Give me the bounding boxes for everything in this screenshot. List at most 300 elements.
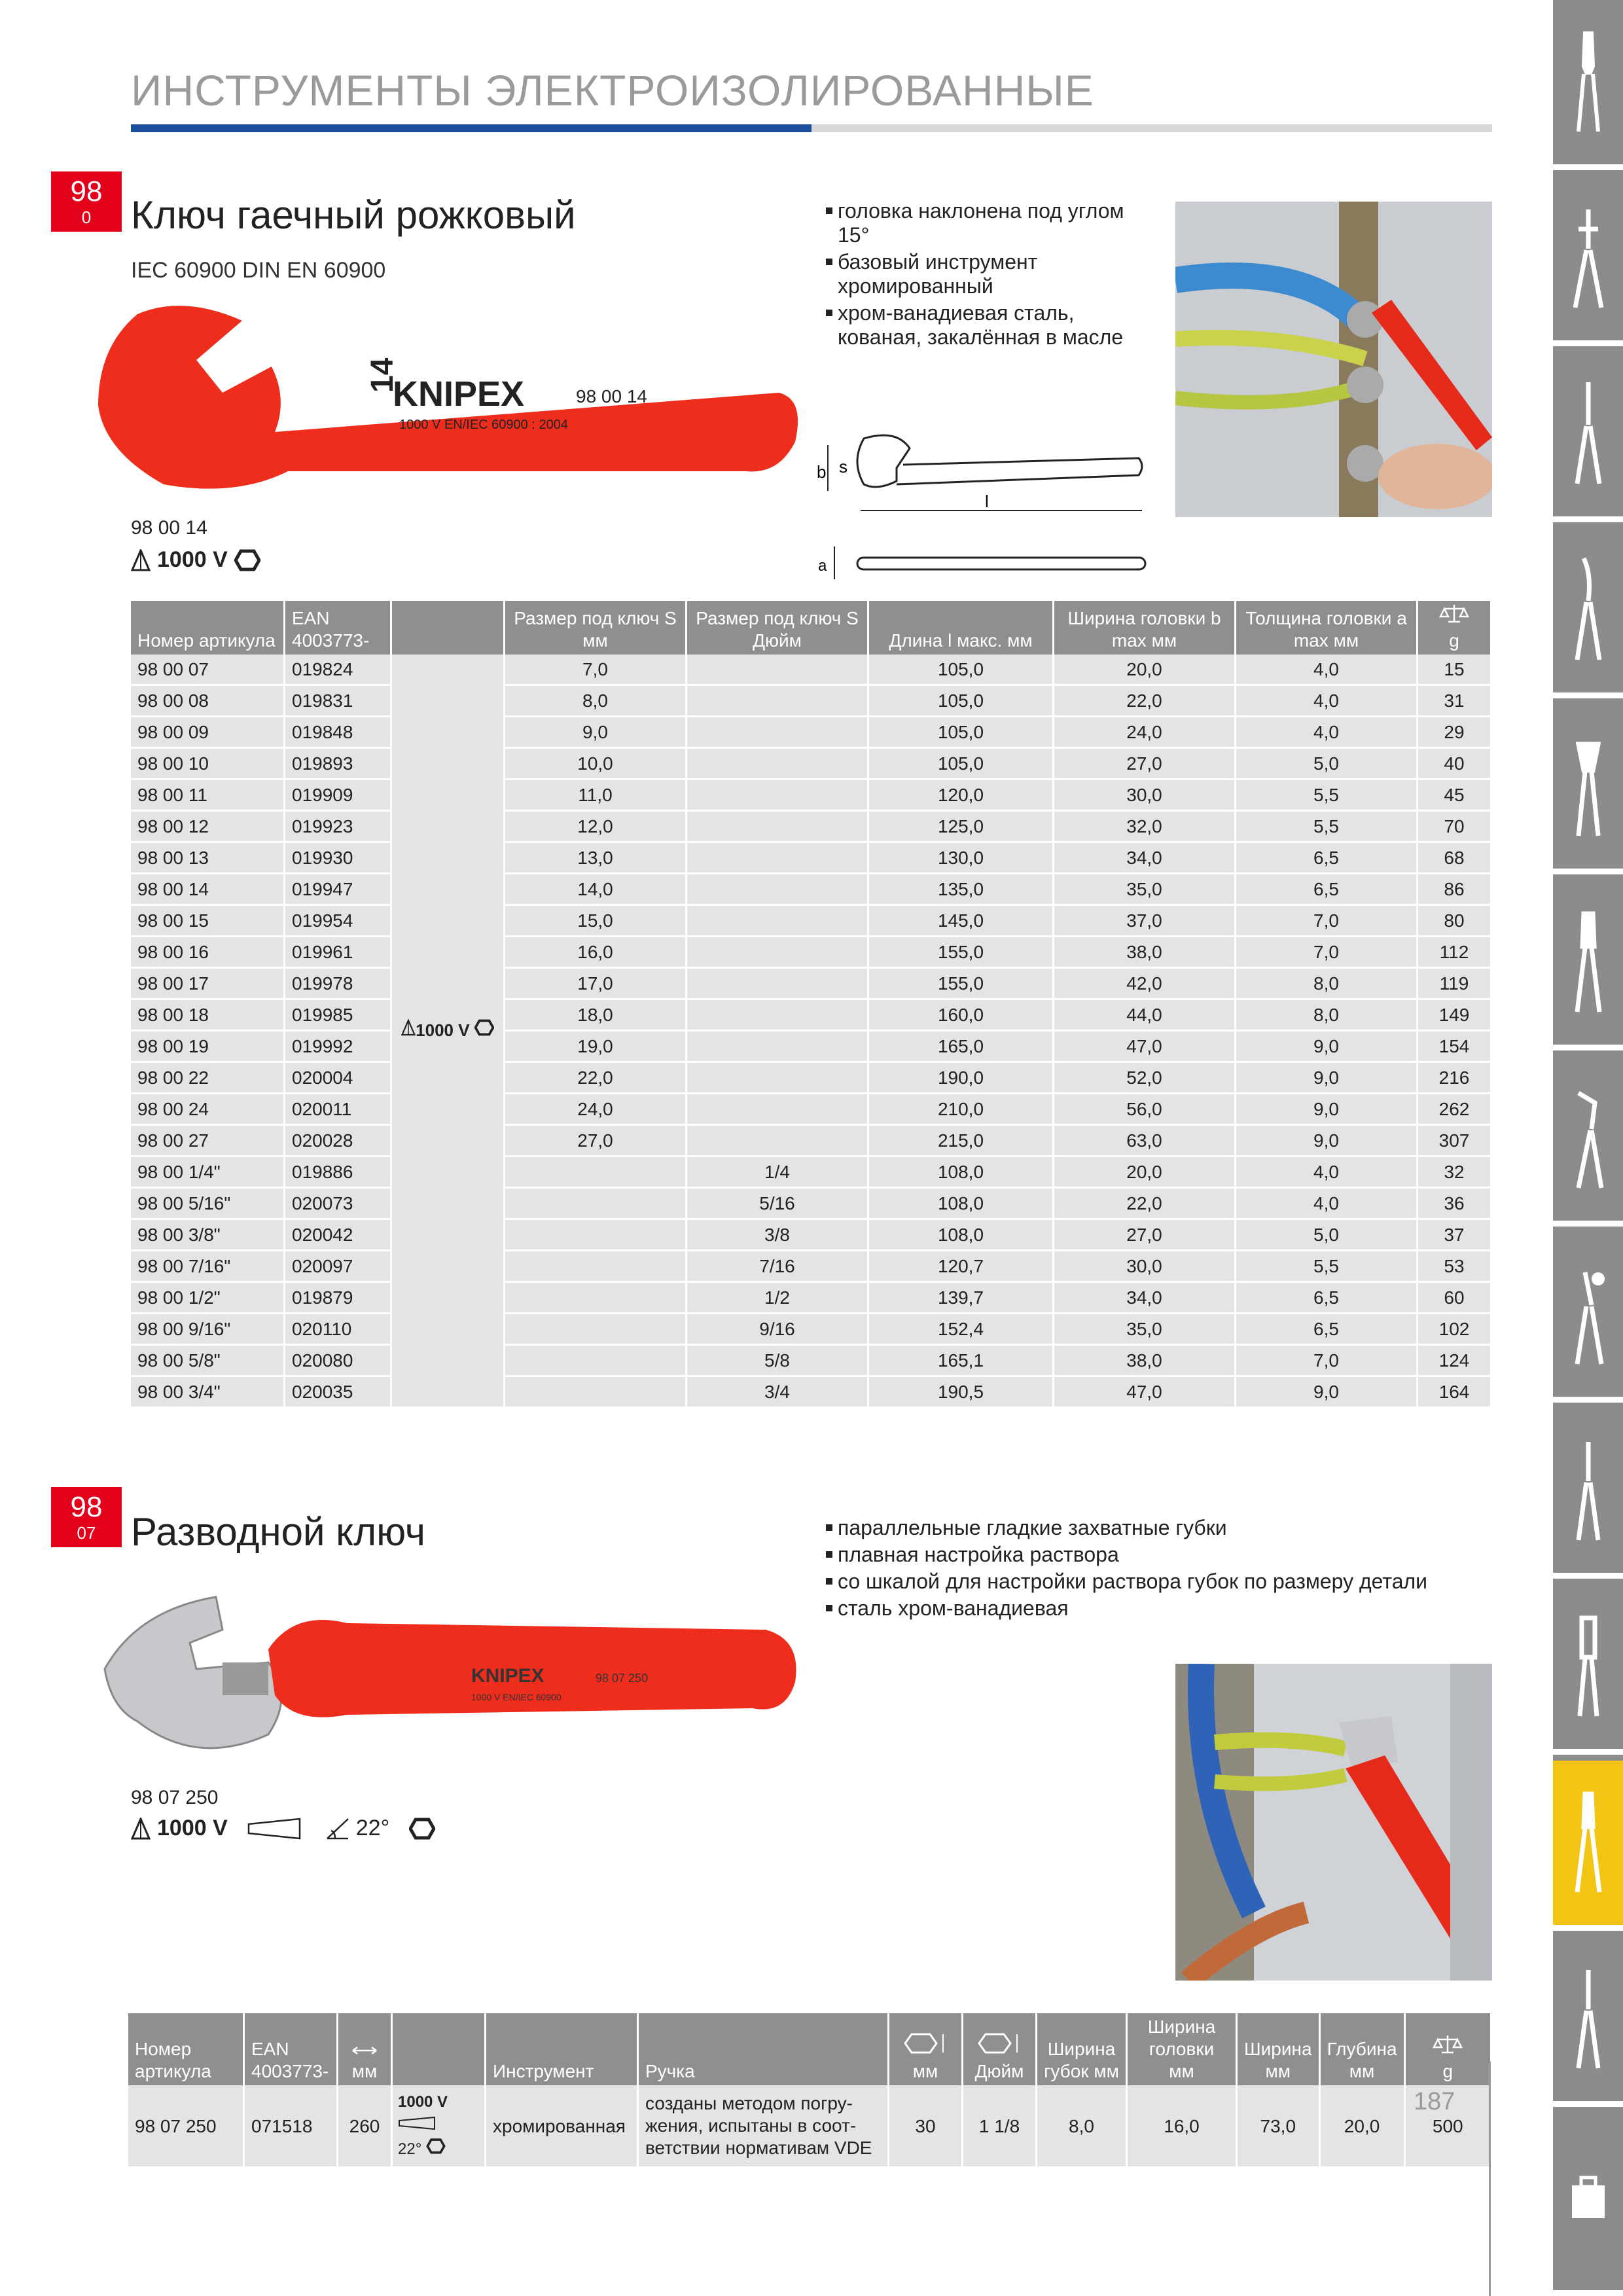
cell-size-mm	[505, 1157, 687, 1189]
table-row	[131, 937, 1492, 969]
cell-ean: 020097	[285, 1251, 392, 1283]
cell-head-thickness: 8,0	[1236, 1000, 1418, 1031]
cell-size-inch	[687, 937, 869, 969]
dim-b-label: b	[817, 462, 827, 482]
hexagon-icon	[234, 549, 260, 571]
cell-article: 98 00 13	[131, 843, 285, 874]
table-row	[131, 1314, 1492, 1346]
col-weight: g	[1418, 601, 1492, 655]
tab-insulated-tools[interactable]	[1553, 1761, 1623, 1931]
cell-head-thickness: 7,0	[1236, 906, 1418, 937]
cell-weight: 15	[1418, 655, 1492, 686]
wrench-code-label: 98 00 14	[576, 386, 647, 406]
hexagon-icon	[474, 1019, 494, 1036]
table-row	[131, 1189, 1492, 1220]
cell-size-mm	[505, 1346, 687, 1377]
cell-size-inch	[687, 874, 869, 906]
table-row	[131, 874, 1492, 906]
insulated-pliers-icon	[1565, 1787, 1611, 1899]
section-badge: 98 0	[51, 171, 122, 232]
col-article: Номер артикула	[128, 2013, 245, 2085]
cell-size-inch	[687, 686, 869, 717]
cell-head-thickness: 5,5	[1236, 812, 1418, 843]
water-pump-pliers-icon	[1565, 1083, 1611, 1194]
cell-head-width: 35,0	[1054, 1314, 1236, 1346]
cell-ean: 071518	[245, 2085, 338, 2168]
voltage-rating	[131, 1816, 435, 1841]
cell-ean: 019985	[285, 1000, 392, 1031]
cell-handle: созданы методом погру-жения, испытаны в соот-ветствии нормативам VDE	[639, 2085, 889, 2168]
page-number: 187	[1414, 2088, 1455, 2115]
cell-size-inch: 5/8	[687, 1346, 869, 1377]
cell-size-mm: 11,0	[505, 780, 687, 812]
cell-weight: 32	[1418, 1157, 1492, 1189]
cell-size-inch: 1/2	[687, 1283, 869, 1314]
tab-side-cutters[interactable]	[1553, 880, 1623, 1050]
cell-weight: 29	[1418, 717, 1492, 749]
table-row	[131, 1000, 1492, 1031]
cell-weight: 31	[1418, 686, 1492, 717]
voltage-label: 1000 V	[157, 1816, 228, 1840]
cell-head-width: 63,0	[1054, 1126, 1236, 1157]
feature-item: хром-ванадиевая сталь, кованая, закалённая в масле	[826, 301, 1153, 350]
cell-ean: 020073	[285, 1189, 392, 1220]
scale-icon	[1439, 603, 1469, 624]
cell-head-width: 35,0	[1054, 874, 1236, 906]
cell-ean: 019886	[285, 1157, 392, 1189]
crimp-icon	[1565, 1259, 1611, 1371]
cell-length: 190,0	[869, 1063, 1054, 1094]
gripping-pliers-icon	[1565, 1964, 1611, 2075]
col-icons	[393, 2013, 486, 2085]
scale-icon	[1433, 2034, 1463, 2055]
cell-ean: 020035	[285, 1377, 392, 1408]
voltage-triangle-icon	[131, 1818, 151, 1840]
table-row	[131, 749, 1492, 780]
article-number: 98 07 250	[131, 1787, 219, 1808]
table-row	[131, 1346, 1492, 1377]
cell-size-mm: 8,0	[505, 686, 687, 717]
table-row	[131, 1031, 1492, 1063]
cell-length: 105,0	[869, 749, 1054, 780]
tab-gripping-pliers[interactable]	[1553, 1937, 1623, 2107]
col-icons	[392, 601, 505, 655]
cell-size-inch	[687, 1063, 869, 1094]
cell-size-inch: 7/16	[687, 1251, 869, 1283]
cell-head-thickness: 4,0	[1236, 1157, 1418, 1189]
cell-weight: 40	[1418, 749, 1492, 780]
col-handle: Ручка	[639, 2013, 889, 2085]
cell-weight: 124	[1418, 1346, 1492, 1377]
tab-bent-pliers[interactable]	[1553, 528, 1623, 698]
cell-head-width: 20,0	[1054, 1157, 1236, 1189]
jaw-taper-icon	[398, 2116, 437, 2130]
cell-length: 160,0	[869, 1000, 1054, 1031]
cell-length: 139,7	[869, 1283, 1054, 1314]
cell-article: 98 00 11	[131, 780, 285, 812]
cell-head-width: 42,0	[1054, 969, 1236, 1000]
cell-size-mm: 27,0	[505, 1126, 687, 1157]
cell-head-thickness: 6,5	[1236, 874, 1418, 906]
cell-length: 215,0	[869, 1126, 1054, 1157]
cell-length: 155,0	[869, 969, 1054, 1000]
cell-length: 165,0	[869, 1031, 1054, 1063]
cell-length: 105,0	[869, 686, 1054, 717]
feature-item: параллельные гладкие захватные губки	[826, 1516, 1480, 1540]
cell-ean: 020110	[285, 1314, 392, 1346]
cell-weight: 86	[1418, 874, 1492, 906]
tab-cable-cutters[interactable]	[1553, 1408, 1623, 1579]
cell-depth: 20,0	[1321, 2085, 1406, 2168]
cell-length: 120,0	[869, 780, 1054, 812]
cell-size-inch	[687, 749, 869, 780]
cell-head-width: 20,0	[1054, 655, 1236, 686]
cell-head-thickness: 6,5	[1236, 843, 1418, 874]
cell-article: 98 00 14	[131, 874, 285, 906]
section-badge: 98 07	[51, 1487, 122, 1547]
cell-weight: 164	[1418, 1377, 1492, 1408]
needle-pliers-icon	[1565, 379, 1611, 490]
feature-item: базовый инструмент хромированный	[826, 250, 1153, 298]
feature-item: плавная настройка раствора	[826, 1543, 1480, 1567]
tab-water-pump-pliers[interactable]	[1553, 1056, 1623, 1227]
feature-item: сталь хром-ванадиевая	[826, 1596, 1480, 1621]
cell-weight: 149	[1418, 1000, 1492, 1031]
cell-length: 165,1	[869, 1346, 1054, 1377]
cell-article: 98 00 15	[131, 906, 285, 937]
wrench-size-label: 14	[365, 357, 400, 393]
cell-weight: 36	[1418, 1189, 1492, 1220]
col-head-thickness: Толщина головки a max мм	[1236, 601, 1418, 655]
cell-size-mm: 16,0	[505, 937, 687, 969]
cell-weight: 154	[1418, 1031, 1492, 1063]
cell-head-width: 22,0	[1054, 1189, 1236, 1220]
col-size-mm: Размер под ключ S мм	[505, 601, 687, 655]
tab-stripping-pliers[interactable]	[1553, 176, 1623, 346]
col-weight: g	[1406, 2013, 1492, 2085]
cell-article: 98 00 1/4"	[131, 1157, 285, 1189]
cell-mm: 30	[889, 2085, 963, 2168]
wire-tool-icon	[1565, 1611, 1611, 1723]
cell-article: 98 00 1/2"	[131, 1283, 285, 1314]
cell-ean: 020042	[285, 1220, 392, 1251]
wrench-code-label: 98 07 250	[596, 1672, 649, 1685]
col-article: Номер артикула	[131, 601, 285, 655]
voltage-triangle-icon	[131, 549, 151, 571]
application-photo-wrench	[1175, 202, 1492, 517]
col-size-inch: Размер под ключ S Дюйм	[687, 601, 869, 655]
col-depth: Глубина мм	[1321, 2013, 1406, 2085]
cell-size-mm: 13,0	[505, 843, 687, 874]
col-length: мм	[338, 2013, 393, 2085]
cell-article: 98 00 08	[131, 686, 285, 717]
cell-head-thickness: 9,0	[1236, 1377, 1418, 1408]
cell-head-width: 34,0	[1054, 1283, 1236, 1314]
dim-a-label: a	[818, 557, 827, 575]
cell-icons	[393, 2085, 486, 2168]
cell-article: 98 00 3/4"	[131, 1377, 285, 1408]
cell-ean: 019824	[285, 655, 392, 686]
col-mm: мм	[889, 2013, 963, 2085]
cell-size-inch	[687, 906, 869, 937]
cell-length: 108,0	[869, 1189, 1054, 1220]
cell-size-mm	[505, 1283, 687, 1314]
cell-ean: 020004	[285, 1063, 392, 1094]
voltage-label: 1000 V	[157, 547, 228, 572]
adjustable-wrench-image	[98, 1584, 805, 1761]
feature-item: головка наклонена под углом 15°	[826, 199, 1153, 247]
table-row	[131, 1283, 1492, 1314]
cell-size-inch: 3/8	[687, 1220, 869, 1251]
table-row	[131, 1063, 1492, 1094]
cell-head-width: 16,0	[1128, 2085, 1238, 2168]
cell-head-width: 38,0	[1054, 937, 1236, 969]
cell-size-mm: 24,0	[505, 1094, 687, 1126]
cell-size-inch	[687, 1094, 869, 1126]
cell-ean: 019930	[285, 843, 392, 874]
cell-size-inch	[687, 717, 869, 749]
application-photo-adjustable	[1175, 1664, 1492, 1981]
category-tab-strip	[1553, 0, 1623, 2296]
cell-head-thickness: 7,0	[1236, 937, 1418, 969]
angle-label: 22°	[355, 1816, 390, 1840]
cell-weight: 53	[1418, 1251, 1492, 1283]
cell-voltage-merged	[392, 655, 505, 1408]
cell-head-width: 24,0	[1054, 717, 1236, 749]
tab-crimping[interactable]	[1553, 1232, 1623, 1403]
cell-article: 98 00 07	[131, 655, 285, 686]
cell-article: 98 00 16	[131, 937, 285, 969]
length-arrow-icon	[351, 2046, 378, 2055]
cell-ean: 019992	[285, 1031, 392, 1063]
cell-length: 190,5	[869, 1377, 1054, 1408]
footer-rule	[1489, 2062, 1491, 2296]
cell-ean: 019893	[285, 749, 392, 780]
cell-size-mm: 17,0	[505, 969, 687, 1000]
cell-head-width: 47,0	[1054, 1377, 1236, 1408]
cell-weight: 80	[1418, 906, 1492, 937]
cell-article: 98 00 18	[131, 1000, 285, 1031]
cell-ean: 019961	[285, 937, 392, 969]
table-row	[131, 686, 1492, 717]
cell-size-inch: 1/4	[687, 1157, 869, 1189]
section-title: Ключ гаечный рожковый	[131, 193, 576, 237]
cell-size-inch	[687, 655, 869, 686]
cell-weight: 216	[1418, 1063, 1492, 1094]
table-row	[128, 2085, 1492, 2168]
cell-head-width: 27,0	[1054, 749, 1236, 780]
cell-article: 98 00 17	[131, 969, 285, 1000]
cell-head-thickness: 9,0	[1236, 1063, 1418, 1094]
cell-size-mm: 10,0	[505, 749, 687, 780]
cell-size-inch: 9/16	[687, 1314, 869, 1346]
table-row	[131, 1157, 1492, 1189]
page-title: ИНСТРУМЕНТЫ ЭЛЕКТРОИЗОЛИРОВАННЫЕ	[131, 66, 1094, 115]
cell-ean: 019909	[285, 780, 392, 812]
cell-size-inch	[687, 1000, 869, 1031]
voltage-triangle-icon	[401, 1019, 416, 1036]
cell-head-width: 47,0	[1054, 1031, 1236, 1063]
table-row	[131, 1094, 1492, 1126]
cell-jaw-width: 8,0	[1037, 2085, 1128, 2168]
cell-length: 130,0	[869, 843, 1054, 874]
cell-size-inch: 5/16	[687, 1189, 869, 1220]
hex-mm-icon	[902, 2032, 948, 2055]
col-length: Длина l макс. мм	[869, 601, 1054, 655]
cell-ean: 019954	[285, 906, 392, 937]
hexagon-icon	[426, 2138, 446, 2154]
cell-article: 98 00 09	[131, 717, 285, 749]
tab-tool-cases[interactable]	[1553, 2113, 1623, 2296]
cell-ean: 019923	[285, 812, 392, 843]
cell-ean: 019879	[285, 1283, 392, 1314]
wrench-brand-label: KNIPEX	[471, 1665, 544, 1687]
cell-size-mm: 15,0	[505, 906, 687, 937]
cell-length: 145,0	[869, 906, 1054, 937]
cell-weight: 262	[1418, 1094, 1492, 1126]
feature-list	[826, 199, 1153, 352]
cell-length: 125,0	[869, 812, 1054, 843]
col-tool: Инструмент	[486, 2013, 639, 2085]
cell-article: 98 00 19	[131, 1031, 285, 1063]
wrench-brand-label: KNIPEX	[393, 374, 525, 414]
cable-cutter-icon	[1565, 1435, 1611, 1547]
cell-ean: 019978	[285, 969, 392, 1000]
cell-article: 98 00 9/16"	[131, 1314, 285, 1346]
article-number: 98 00 14	[131, 517, 207, 539]
table-row	[131, 1251, 1492, 1283]
cell-head-thickness: 9,0	[1236, 1094, 1418, 1126]
cell-head-width: 27,0	[1054, 1220, 1236, 1251]
dimension-drawing	[798, 419, 1152, 589]
cell-length: 135,0	[869, 874, 1054, 906]
cell-width: 73,0	[1238, 2085, 1321, 2168]
cell-head-thickness: 7,0	[1236, 1346, 1418, 1377]
cell-inch: 1 1/8	[963, 2085, 1037, 2168]
col-ean: EAN 4003773-	[285, 601, 392, 655]
cell-weight: 102	[1418, 1314, 1492, 1346]
end-cutter-icon	[1565, 731, 1611, 842]
dim-l-label: l	[985, 492, 989, 511]
stripper-icon	[1565, 203, 1611, 314]
cell-length: 105,0	[869, 717, 1054, 749]
cell-head-width: 32,0	[1054, 812, 1236, 843]
col-head-width: Ширина головки b max мм	[1054, 601, 1236, 655]
cell-weight: 112	[1418, 937, 1492, 969]
cell-article: 98 00 5/8"	[131, 1346, 285, 1377]
bent-pliers-icon	[1565, 555, 1611, 666]
cell-head-thickness: 5,5	[1236, 780, 1418, 812]
col-jaw-width: Ширина губок мм	[1037, 2013, 1128, 2085]
cell-head-thickness: 6,5	[1236, 1314, 1418, 1346]
cell-head-thickness: 8,0	[1236, 969, 1418, 1000]
hexagon-icon	[409, 1818, 435, 1840]
cell-weight: 60	[1418, 1283, 1492, 1314]
table-row	[131, 780, 1492, 812]
cell-ean: 019848	[285, 717, 392, 749]
open-end-wrench-image	[92, 288, 818, 504]
cell-size-inch	[687, 780, 869, 812]
cell-head-thickness: 5,0	[1236, 1220, 1418, 1251]
table-row	[131, 717, 1492, 749]
cell-weight: 37	[1418, 1220, 1492, 1251]
cell-length: 120,7	[869, 1251, 1054, 1283]
cell-length: 108,0	[869, 1220, 1054, 1251]
cell-head-thickness: 4,0	[1236, 1189, 1418, 1220]
cell-length: 260	[338, 2085, 393, 2168]
cell-weight: 70	[1418, 812, 1492, 843]
cell-size-mm: 12,0	[505, 812, 687, 843]
cell-head-width: 34,0	[1054, 843, 1236, 874]
pliers-icon	[1565, 27, 1611, 138]
jaw-taper-icon	[247, 1818, 306, 1840]
cell-head-thickness: 4,0	[1236, 717, 1418, 749]
tab-wire-tools[interactable]	[1553, 1585, 1623, 1755]
wrench-spec-label: 1000 V EN/IEC 60900	[471, 1692, 562, 1702]
cell-head-width: 38,0	[1054, 1346, 1236, 1377]
cell-size-mm	[505, 1189, 687, 1220]
col-ean: EAN 4003773-	[245, 2013, 338, 2085]
cell-size-mm: 7,0	[505, 655, 687, 686]
cell-size-inch	[687, 812, 869, 843]
cell-weight: 500	[1406, 2085, 1492, 2168]
table-row	[131, 843, 1492, 874]
cell-size-mm: 9,0	[505, 717, 687, 749]
cell-length: 155,0	[869, 937, 1054, 969]
feature-item: со шкалой для настройки раствора губок по размеру детали	[826, 1570, 1480, 1594]
cell-size-mm: 22,0	[505, 1063, 687, 1094]
tab-combination-pliers[interactable]	[1553, 0, 1623, 170]
table-row	[131, 655, 1492, 686]
specs-table-open-end	[131, 601, 1492, 1408]
cell-head-width: 30,0	[1054, 1251, 1236, 1283]
cell-size-inch	[687, 969, 869, 1000]
row-angle-label: 22°	[398, 2140, 422, 2158]
cell-tool: хромированная	[486, 2085, 639, 2168]
tab-end-cutters[interactable]	[1553, 704, 1623, 874]
cell-article: 98 07 250	[128, 2085, 245, 2168]
tab-needle-pliers[interactable]	[1553, 352, 1623, 522]
cell-weight: 307	[1418, 1126, 1492, 1157]
cell-head-width: 56,0	[1054, 1094, 1236, 1126]
cell-weight: 45	[1418, 780, 1492, 812]
table-row	[131, 1220, 1492, 1251]
cell-ean: 020011	[285, 1094, 392, 1126]
cell-size-mm: 19,0	[505, 1031, 687, 1063]
col-width: Ширина мм	[1238, 2013, 1321, 2085]
dim-s-label: s	[839, 457, 847, 476]
cell-size-mm	[505, 1314, 687, 1346]
side-cutter-icon	[1565, 907, 1611, 1018]
cell-size-mm: 18,0	[505, 1000, 687, 1031]
cell-article: 98 00 5/16"	[131, 1189, 285, 1220]
cell-length: 152,4	[869, 1314, 1054, 1346]
cell-head-thickness: 4,0	[1236, 655, 1418, 686]
cell-size-inch	[687, 843, 869, 874]
cell-head-width: 22,0	[1054, 686, 1236, 717]
col-inch: Дюйм	[963, 2013, 1037, 2085]
section-title: Разводной ключ	[131, 1510, 426, 1554]
cell-size-mm	[505, 1220, 687, 1251]
cell-head-width: 52,0	[1054, 1063, 1236, 1094]
cell-article: 98 00 12	[131, 812, 285, 843]
header-rule	[131, 124, 1492, 132]
standards: IEC 60900 DIN EN 60900	[131, 258, 386, 283]
table-row	[131, 812, 1492, 843]
cell-weight: 119	[1418, 969, 1492, 1000]
cell-size-mm: 14,0	[505, 874, 687, 906]
cell-head-width: 44,0	[1054, 1000, 1236, 1031]
